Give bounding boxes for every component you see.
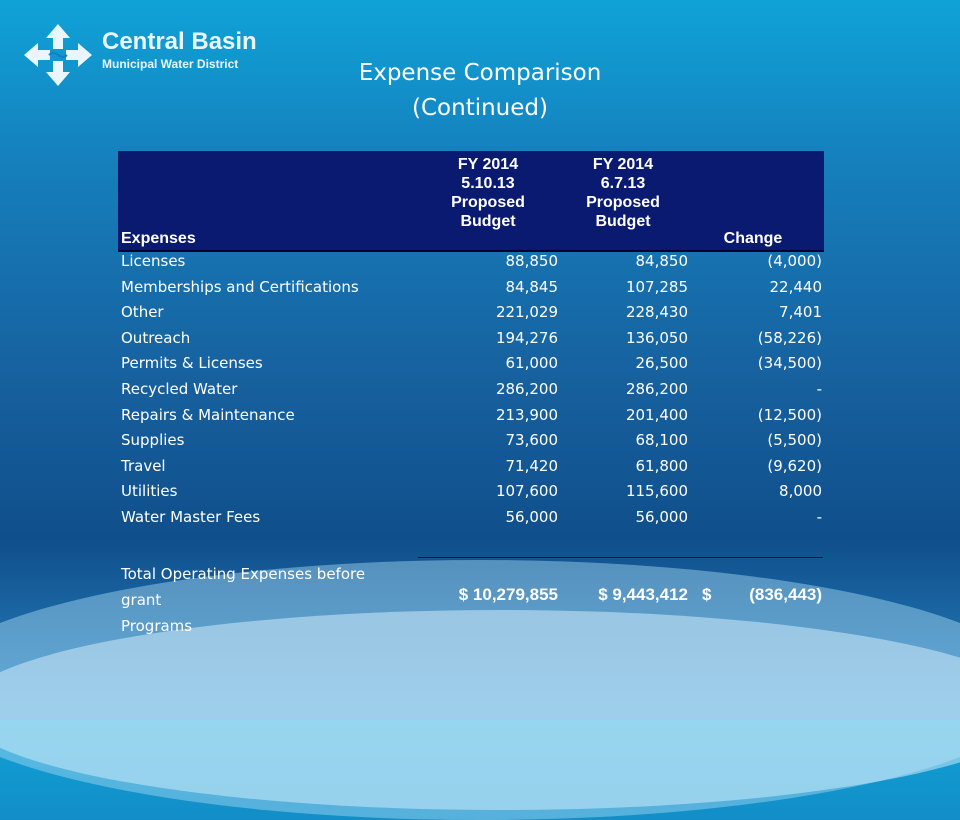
total-label-line2: grant — [121, 591, 162, 609]
row-fy-6-7-13: 136,050 — [625, 328, 688, 347]
table-row — [118, 380, 824, 405]
row-fy-5-10-13: 213,900 — [495, 405, 558, 424]
row-change: 7,401 — [779, 303, 822, 322]
table-row — [118, 406, 824, 431]
row-fy-5-10-13: 88,850 — [505, 252, 558, 270]
row-fy-5-10-13: 107,600 — [495, 482, 558, 501]
table-row — [118, 278, 824, 303]
table-row — [118, 354, 824, 379]
row-fy-6-7-13: 115,600 — [625, 482, 688, 501]
row-fy-5-10-13: 71,420 — [505, 456, 558, 475]
row-fy-5-10-13: 221,029 — [495, 303, 558, 322]
row-label: Permits & Licenses — [121, 354, 263, 373]
row-change: 22,440 — [769, 277, 822, 296]
row-fy-6-7-13: 84,850 — [635, 252, 688, 270]
row-fy-6-7-13: 68,100 — [635, 431, 688, 450]
header-fy-6-7-13-line1: FY 2014 — [592, 156, 654, 173]
row-fy-5-10-13: 194,276 — [495, 328, 558, 347]
row-label: Outreach — [121, 328, 191, 347]
row-label: Travel — [121, 456, 166, 475]
total-change-currency: $ — [702, 585, 712, 604]
row-change: (12,500) — [757, 405, 822, 424]
total-fy-5-10-13: $ 10,279,855 — [458, 585, 558, 604]
row-label: Memberships and Certifications — [121, 277, 359, 296]
row-fy-6-7-13: 201,400 — [625, 405, 688, 424]
table-row — [118, 303, 824, 328]
row-fy-6-7-13: 26,500 — [635, 354, 688, 373]
logo-subtitle: Municipal Water District — [102, 57, 239, 71]
total-row — [118, 557, 824, 637]
row-change: - — [816, 380, 822, 398]
table-row — [118, 329, 824, 354]
row-fy-6-7-13: 107,285 — [625, 277, 688, 296]
header-fy-6-7-13 — [568, 155, 678, 231]
logo-name: Central Basin — [102, 28, 257, 55]
table-row — [118, 508, 824, 533]
row-fy-6-7-13: 228,430 — [625, 303, 688, 322]
header-fy-5-10-13 — [433, 155, 543, 231]
row-change: (58,226) — [757, 328, 822, 347]
row-change: 8,000 — [779, 482, 822, 501]
row-label: Other — [121, 303, 164, 322]
row-fy-5-10-13: 56,000 — [505, 508, 558, 526]
row-change: - — [816, 508, 822, 526]
row-fy-5-10-13: 286,200 — [495, 380, 558, 398]
table-row — [118, 252, 824, 277]
table-row — [118, 482, 824, 507]
header-fy-5-10-13-line3: Proposed — [451, 194, 525, 211]
header-fy-6-7-13-line3: Proposed — [586, 194, 660, 211]
total-label-line1: Total Operating Expenses before — [121, 565, 366, 583]
page-subtitle: (Continued) — [412, 95, 548, 121]
row-change: (9,620) — [767, 456, 822, 475]
row-fy-6-7-13: 286,200 — [625, 380, 688, 398]
row-fy-5-10-13: 84,845 — [505, 277, 558, 296]
header-fy-5-10-13-line2: 5.10.13 — [461, 175, 515, 192]
page-title: Expense Comparison — [358, 60, 602, 86]
total-label — [121, 561, 406, 639]
row-fy-6-7-13: 61,800 — [635, 456, 688, 475]
row-fy-5-10-13: 61,000 — [505, 354, 558, 373]
header-expenses: Expenses — [121, 230, 196, 247]
header-fy-5-10-13-line1: FY 2014 — [457, 156, 519, 173]
table-row — [118, 457, 824, 482]
header-fy-5-10-13-line4: Budget — [460, 213, 516, 230]
row-change: (4,000) — [767, 252, 822, 270]
total-label-line3: Programs — [121, 617, 193, 635]
row-label: Water Master Fees — [121, 508, 261, 526]
table-row — [118, 431, 824, 456]
row-label: Supplies — [121, 431, 185, 450]
row-label: Repairs & Maintenance — [121, 405, 295, 424]
row-change: (5,500) — [767, 431, 822, 450]
row-label: Utilities — [121, 482, 178, 501]
background-wave-light — [0, 610, 960, 810]
row-fy-5-10-13: 73,600 — [505, 431, 558, 450]
header-fy-6-7-13-line2: 6.7.13 — [600, 175, 646, 192]
row-change: (34,500) — [757, 354, 822, 373]
header-fy-6-7-13-line4: Budget — [595, 213, 651, 230]
total-fy-6-7-13: $ 9,443,412 — [598, 585, 688, 604]
table-header — [118, 151, 824, 252]
row-label: Recycled Water — [121, 380, 238, 398]
row-label: Licenses — [121, 252, 186, 270]
total-change: (836,443) — [749, 585, 822, 604]
header-change: Change — [723, 230, 783, 247]
row-fy-6-7-13: 56,000 — [635, 508, 688, 526]
